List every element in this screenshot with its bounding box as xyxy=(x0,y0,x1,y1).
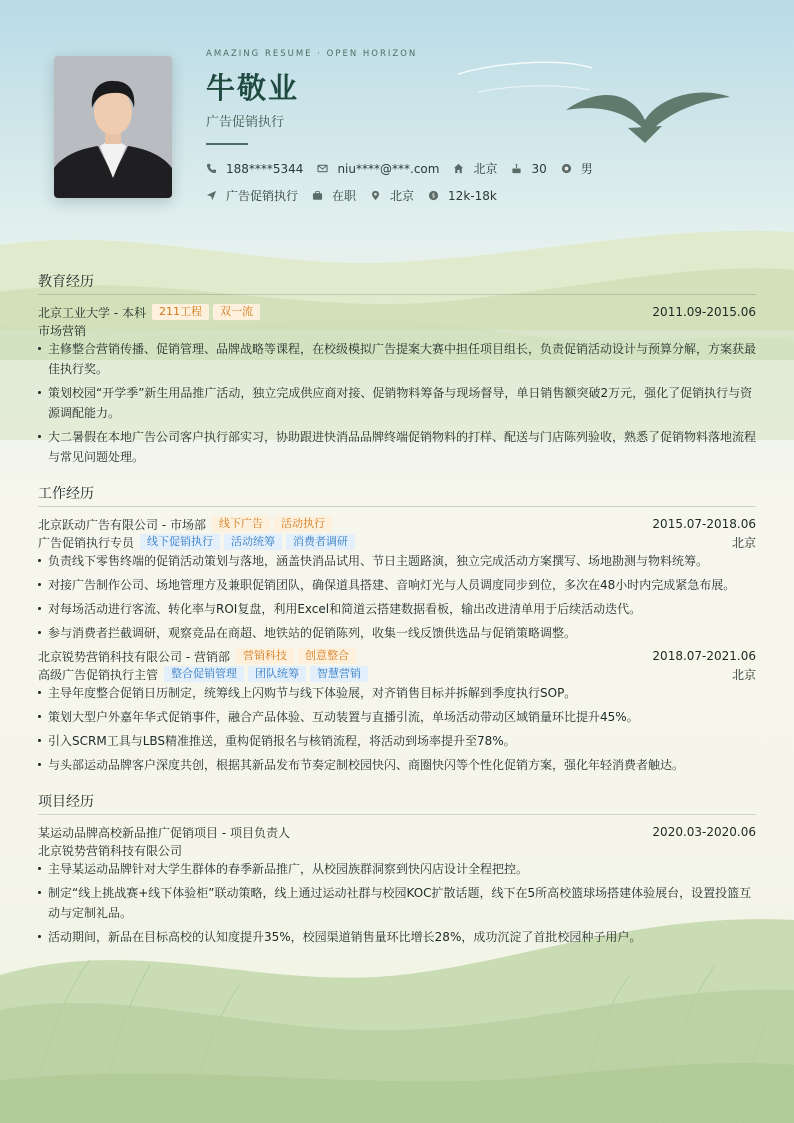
list-item: 与头部运动品牌客户深度共创，根据其新品发布节奏定制校园快闪、商圈快闪等个性化促销方案，强化年轻消费者触达。 xyxy=(38,755,756,775)
intent-city-item xyxy=(370,187,414,204)
phone-item xyxy=(206,162,303,176)
job-city: 北京 xyxy=(731,667,756,682)
list-item: 对接广告制作公司、场地管理方及兼职促销团队，确保道具搭建、音响灯光与人员调度同步到位，多次在48小时内完成紧急布展。 xyxy=(38,575,756,595)
location-pin-icon xyxy=(370,190,381,201)
intent-position-item xyxy=(206,187,298,204)
send-icon xyxy=(206,190,217,201)
gender-text: 男 xyxy=(580,162,593,176)
home-icon xyxy=(453,163,464,174)
accent-divider xyxy=(206,143,248,145)
work-section xyxy=(38,484,756,779)
education-section xyxy=(38,272,756,471)
hometown-text: 北京 xyxy=(473,162,498,176)
company-tag: 营销科技 xyxy=(236,648,294,664)
projects-title: 项目经历 xyxy=(38,792,756,815)
company-name: 北京锐势营销科技有限公司 - 营销部 xyxy=(38,649,230,664)
education-date: 2011.09-2015.06 xyxy=(652,305,756,319)
briefcase-icon xyxy=(312,190,323,201)
intent-position-text: 广告促销执行 xyxy=(226,189,299,203)
list-item: 主修整合营销传播、促销管理、品牌战略等课程，在校级模拟广告提案大赛中担任项目组长，负责促销活动设计与预算分解，方案获最佳执行奖。 xyxy=(38,339,756,379)
salary-icon xyxy=(428,190,439,201)
project-date: 2020.03-2020.06 xyxy=(652,825,756,839)
age-item xyxy=(511,162,546,176)
intent-status-text: 在职 xyxy=(332,189,357,203)
work-title: 工作经历 xyxy=(38,484,756,507)
major: 市场营销 xyxy=(38,323,87,338)
education-bullets xyxy=(38,339,756,467)
company-name: 北京跃动广告有限公司 - 市场部 xyxy=(38,517,206,532)
job-role: 广告促销执行专员 xyxy=(38,535,135,550)
job-date: 2015.07-2018.06 xyxy=(652,517,756,531)
company-tag: 活动执行 xyxy=(274,516,332,532)
project-company: 北京锐势营销科技有限公司 xyxy=(38,843,183,858)
job-title: 广告促销执行 xyxy=(206,115,285,130)
job-header xyxy=(38,647,756,665)
list-item: 策划大型户外嘉年华式促销事件，融合产品体验、互动装置与直播引流，单场活动带动区域销量环比提升45%。 xyxy=(38,707,756,727)
list-item: 活动期间，新品在目标高校的认知度提升35%，校园渠道销售量环比增长28%，成功沉淀了首批校园种子用户。 xyxy=(38,927,756,947)
school-tag: 211工程 xyxy=(152,304,209,320)
job-role-row xyxy=(38,533,756,551)
major-row xyxy=(38,321,756,339)
projects-section xyxy=(38,792,756,951)
job-date: 2018.07-2021.06 xyxy=(652,649,756,663)
job-city: 北京 xyxy=(731,535,756,550)
list-item: 策划校园“开学季”新生用品推广活动，独立完成供应商对接、促销物料筹备与现场督导，单日销售额突破2万元，强化了促销执行与资源调配能力。 xyxy=(38,383,756,423)
intent-city-text: 北京 xyxy=(390,189,415,203)
list-item: 对每场活动进行客流、转化率与ROI复盘，利用Excel和简道云搭建数据看板，输出改进清单用于后续活动迭代。 xyxy=(38,599,756,619)
mail-icon xyxy=(317,163,328,174)
age-text: 30 xyxy=(531,161,547,176)
education-title: 教育经历 xyxy=(38,272,756,295)
role-tag: 智慧营销 xyxy=(310,666,368,682)
job-bullets xyxy=(38,551,756,643)
role-tag: 消费者调研 xyxy=(286,534,355,550)
avatar xyxy=(54,56,172,198)
list-item: 主导年度整合促销日历制定，统筹线上闪购节与线下体验展，对齐销售目标并拆解到季度执行SOP。 xyxy=(38,683,756,703)
list-item: 参与消费者拦截调研，观察竞品在商超、地铁站的促销陈列，收集一线反馈供选品与促销策略调整。 xyxy=(38,623,756,643)
list-item: 大二暑假在本地广告公司客户执行部实习，协助跟进快消品品牌终端促销物料的打样、配送与门店陈列验收，熟悉了促销物料落地流程与常见问题处理。 xyxy=(38,427,756,467)
svg-text:$: $ xyxy=(431,192,436,200)
email-item xyxy=(317,162,439,176)
email-text: niu****@***.com xyxy=(337,161,440,176)
job-role-row xyxy=(38,665,756,683)
cake-icon xyxy=(511,163,522,174)
gender-item xyxy=(561,160,593,177)
school-name: 北京工业大学 - 本科 xyxy=(38,305,146,320)
list-item: 引入SCRM工具与LBS精准推送，重构促销报名与核销流程，将活动到场率提升至78%。 xyxy=(38,731,756,751)
intent-salary-item xyxy=(428,189,497,203)
job-role: 高级广告促销执行主管 xyxy=(38,667,159,682)
project-name: 某运动品牌高校新品推广促销项目 - 项目负责人 xyxy=(38,825,290,840)
list-item: 负责线下零售终端的促销活动策划与落地，涵盖快消品试用、节日主题路演，独立完成活动方案撰写、场地勘测与物料统筹。 xyxy=(38,551,756,571)
job-bullets xyxy=(38,683,756,775)
list-item: 主导某运动品牌针对大学生群体的春季新品推广，从校园族群洞察到快闪店设计全程把控。 xyxy=(38,859,756,879)
job-intent-row xyxy=(206,187,511,204)
role-tag: 团队统筹 xyxy=(248,666,306,682)
gender-icon xyxy=(561,163,572,174)
intent-salary-text: 12k-18k xyxy=(448,188,497,203)
phone-text: 188****5344 xyxy=(226,161,304,176)
candidate-name: 牛敬业 xyxy=(206,71,300,105)
job-header xyxy=(38,515,756,533)
tagline: AMAZING RESUME · OPEN HORIZON xyxy=(206,49,418,59)
phone-icon xyxy=(206,163,217,174)
role-tag: 线下促销执行 xyxy=(140,534,220,550)
project-bullets xyxy=(38,859,756,947)
contact-row xyxy=(206,160,607,177)
school-tag: 双一流 xyxy=(213,304,260,320)
education-header xyxy=(38,303,756,321)
project-header xyxy=(38,823,756,841)
intent-status-item xyxy=(312,187,356,204)
list-item: 制定“线上挑战赛+线下体验柜”联动策略，线上通过运动社群与校园KOC扩散话题，线下在5所高校篮球场搭建体验展台，设置投篮互动与定制礼品。 xyxy=(38,883,756,923)
project-company-row xyxy=(38,841,756,859)
role-tag: 活动统筹 xyxy=(224,534,282,550)
company-tag: 创意整合 xyxy=(298,648,356,664)
company-tag: 线下广告 xyxy=(212,516,270,532)
role-tag: 整合促销管理 xyxy=(164,666,244,682)
hometown-item xyxy=(453,160,497,177)
